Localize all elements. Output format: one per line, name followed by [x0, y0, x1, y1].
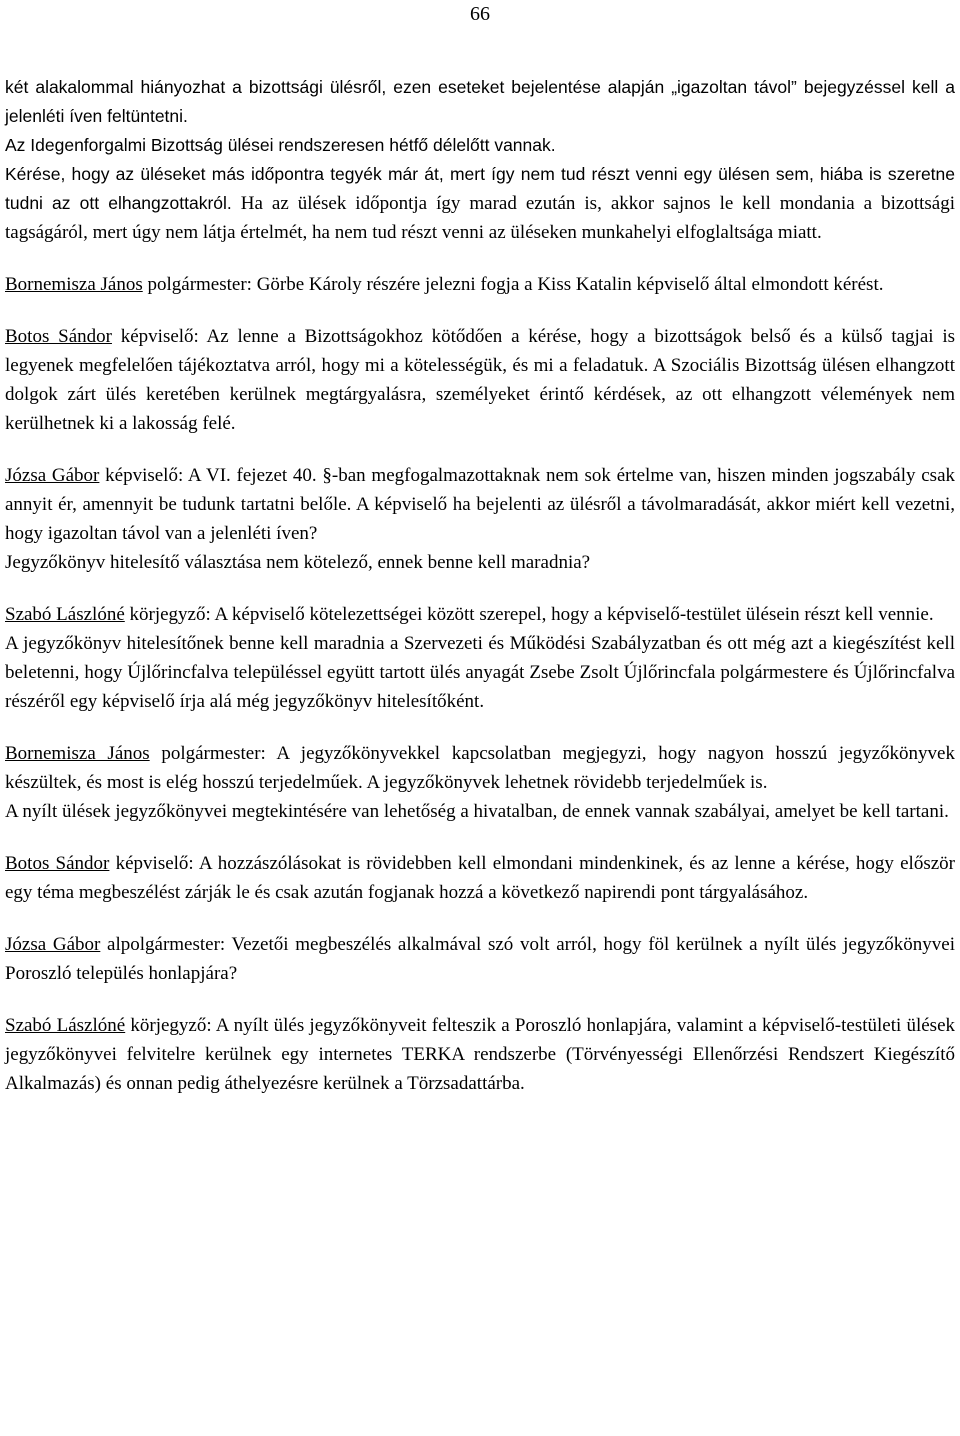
paragraph-text: képviselő: Az lenne a Bizottságokhoz kötődően a kérése, hogy a bizottságok belső és a külső tagjai is legyenek megfelelően tájékoztatva arról, hogy mi a kötelességük, és mi a feladatuk. A Szociális Bizottság ülésen elhangzott dolgok zárt ülés keretében kerülnek megtárgyalásra, személyeket érintő kérdések, az ott elhangzott vélemények nem kerülhetnek ki a lakosság felé. [5, 326, 955, 434]
page-number: 66 [470, 3, 490, 25]
paragraph-text: Az Idegenforgalmi Bizottság ülései rendszeresen hétfő délelőtt vannak. [5, 135, 556, 155]
paragraph [5, 797, 955, 826]
speaker-name: Botos Sándor [5, 853, 110, 874]
paragraph-text: polgármester: Görbe Károly részére jelezni fogja a Kiss Katalin képviselő által elmondott kérést. [142, 274, 884, 295]
speaker-name: Józsa Gábor [5, 934, 101, 955]
paragraph-gap [5, 299, 955, 322]
paragraph-gap [5, 826, 955, 849]
paragraph-gap [5, 988, 955, 1011]
paragraph [5, 849, 955, 907]
paragraph-text: körjegyző: A nyílt ülés jegyzőkönyveit felteszik a Poroszló honlapjára, valamint a képviselő-testületi ülések jegyzőkönyvei felvitelre kerülnek egy internetes TERKA rendszerbe (Törvényességi Ellenőrzési Rendszert Kiegészítő Alkalmazás) és onnan pedig áthelyezésre kerülnek a Törzsadattárba. [5, 1015, 955, 1094]
paragraph [5, 322, 955, 438]
paragraph-text: A jegyzőkönyv hitelesítőnek benne kell maradnia a Szervezeti és Működési Szabályzatban és ott még azt a kiegészítést kell beletenni, hogy Újlőrincfalva településsel együtt tartott ülés anyagát Zsebe Zsolt Újlőrincfala polgármestere és Újlőrincfalva részéről egy képviselő írja alá még jegyzőkönyv hitelesítőként. [5, 633, 955, 712]
paragraph-text: két alakalommal hiányozhat a bizottsági ülésről, ezen eseteket bejelentése alapján „igazoltan távol” bejegyzéssel kell a jelenléti íven feltüntetni. [5, 77, 955, 126]
speaker-name: Bornemisza János [5, 274, 143, 295]
speaker-name: Szabó Lászlóné [5, 1015, 126, 1036]
paragraph [5, 270, 955, 299]
paragraph-text: polgármester: A jegyzőkönyvekkel kapcsolatban megjegyzi, hogy nagyon hosszú jegyzőkönyvek készültek, és most is elég hosszú terjedelműek. A jegyzőkönyvek lehetnek rövidebb terjedelműek is. [5, 743, 955, 793]
paragraph-text: képviselő: A hozzászólásokat is rövidebben kell elmondani mindenkinek, és az lenne a kérése, hogy először egy téma megbeszélést zárják le és csak azután fogjanak hozzá a következő napirendi pont tárgyalásához. [5, 853, 955, 903]
paragraph-text: körjegyző: A képviselő kötelezettségei között szerepel, hogy a képviselő-testület ülésein részt kell vennie. [124, 604, 934, 625]
paragraph [5, 160, 955, 247]
paragraph-text: Jegyzőkönyv hitelesítő választása nem kötelező, ennek benne kell maradnia? [5, 552, 591, 573]
speaker-name: Józsa Gábor [5, 465, 100, 486]
document-body [5, 73, 955, 1098]
paragraph-text: Kérése, hogy az üléseket más időpontra tegyék már át, mert így nem tud részt venni egy ülésen sem, hiába is szeretne tudni az ott elhangzottakról. [5, 164, 955, 213]
paragraph [5, 73, 955, 131]
paragraph-gap [5, 247, 955, 270]
speaker-name: Bornemisza János [5, 743, 150, 764]
paragraph [5, 1011, 955, 1098]
speaker-name: Szabó Lászlóné [5, 604, 125, 625]
paragraph-gap [5, 907, 955, 930]
paragraph [5, 548, 955, 577]
paragraph-gap [5, 438, 955, 461]
speaker-name: Botos Sándor [5, 326, 112, 347]
paragraph [5, 629, 955, 716]
paragraph [5, 600, 955, 629]
paragraph-text: Ha az ülések időpontja így marad ezután is, akkor sajnos le kell mondania a bizottsági tagságáról, mert úgy nem látja értelmét, ha nem tud részt venni az üléseken munkahelyi elfoglaltsága miatt. [5, 193, 955, 243]
paragraph [5, 739, 955, 797]
paragraph [5, 131, 955, 160]
paragraph-gap [5, 716, 955, 739]
paragraph-text: A nyílt ülések jegyzőkönyvei megtekintésére van lehetőség a hivatalban, de ennek vannak szabályai, amelyet be kell tartani. [5, 801, 949, 822]
paragraph [5, 461, 955, 548]
paragraph-text: képviselő: A VI. fejezet 40. §-ban megfogalmazottaknak nem sok értelme van, hiszen minden jogszabály csak annyit ér, amennyit be tudunk tartatni belőle. A képviselő ha bejelenti az ülésről a távolmaradását, akkor miért kell vezetni, hogy igazoltan távol van a jelenléti íven? [5, 465, 955, 544]
paragraph-text: alpolgármester: Vezetői megbeszélés alkalmával szó volt arról, hogy föl kerülnek a nyílt ülés jegyzőkönyvei Poroszló település honlapjára? [5, 934, 955, 984]
paragraph-gap [5, 577, 955, 600]
paragraph [5, 930, 955, 988]
